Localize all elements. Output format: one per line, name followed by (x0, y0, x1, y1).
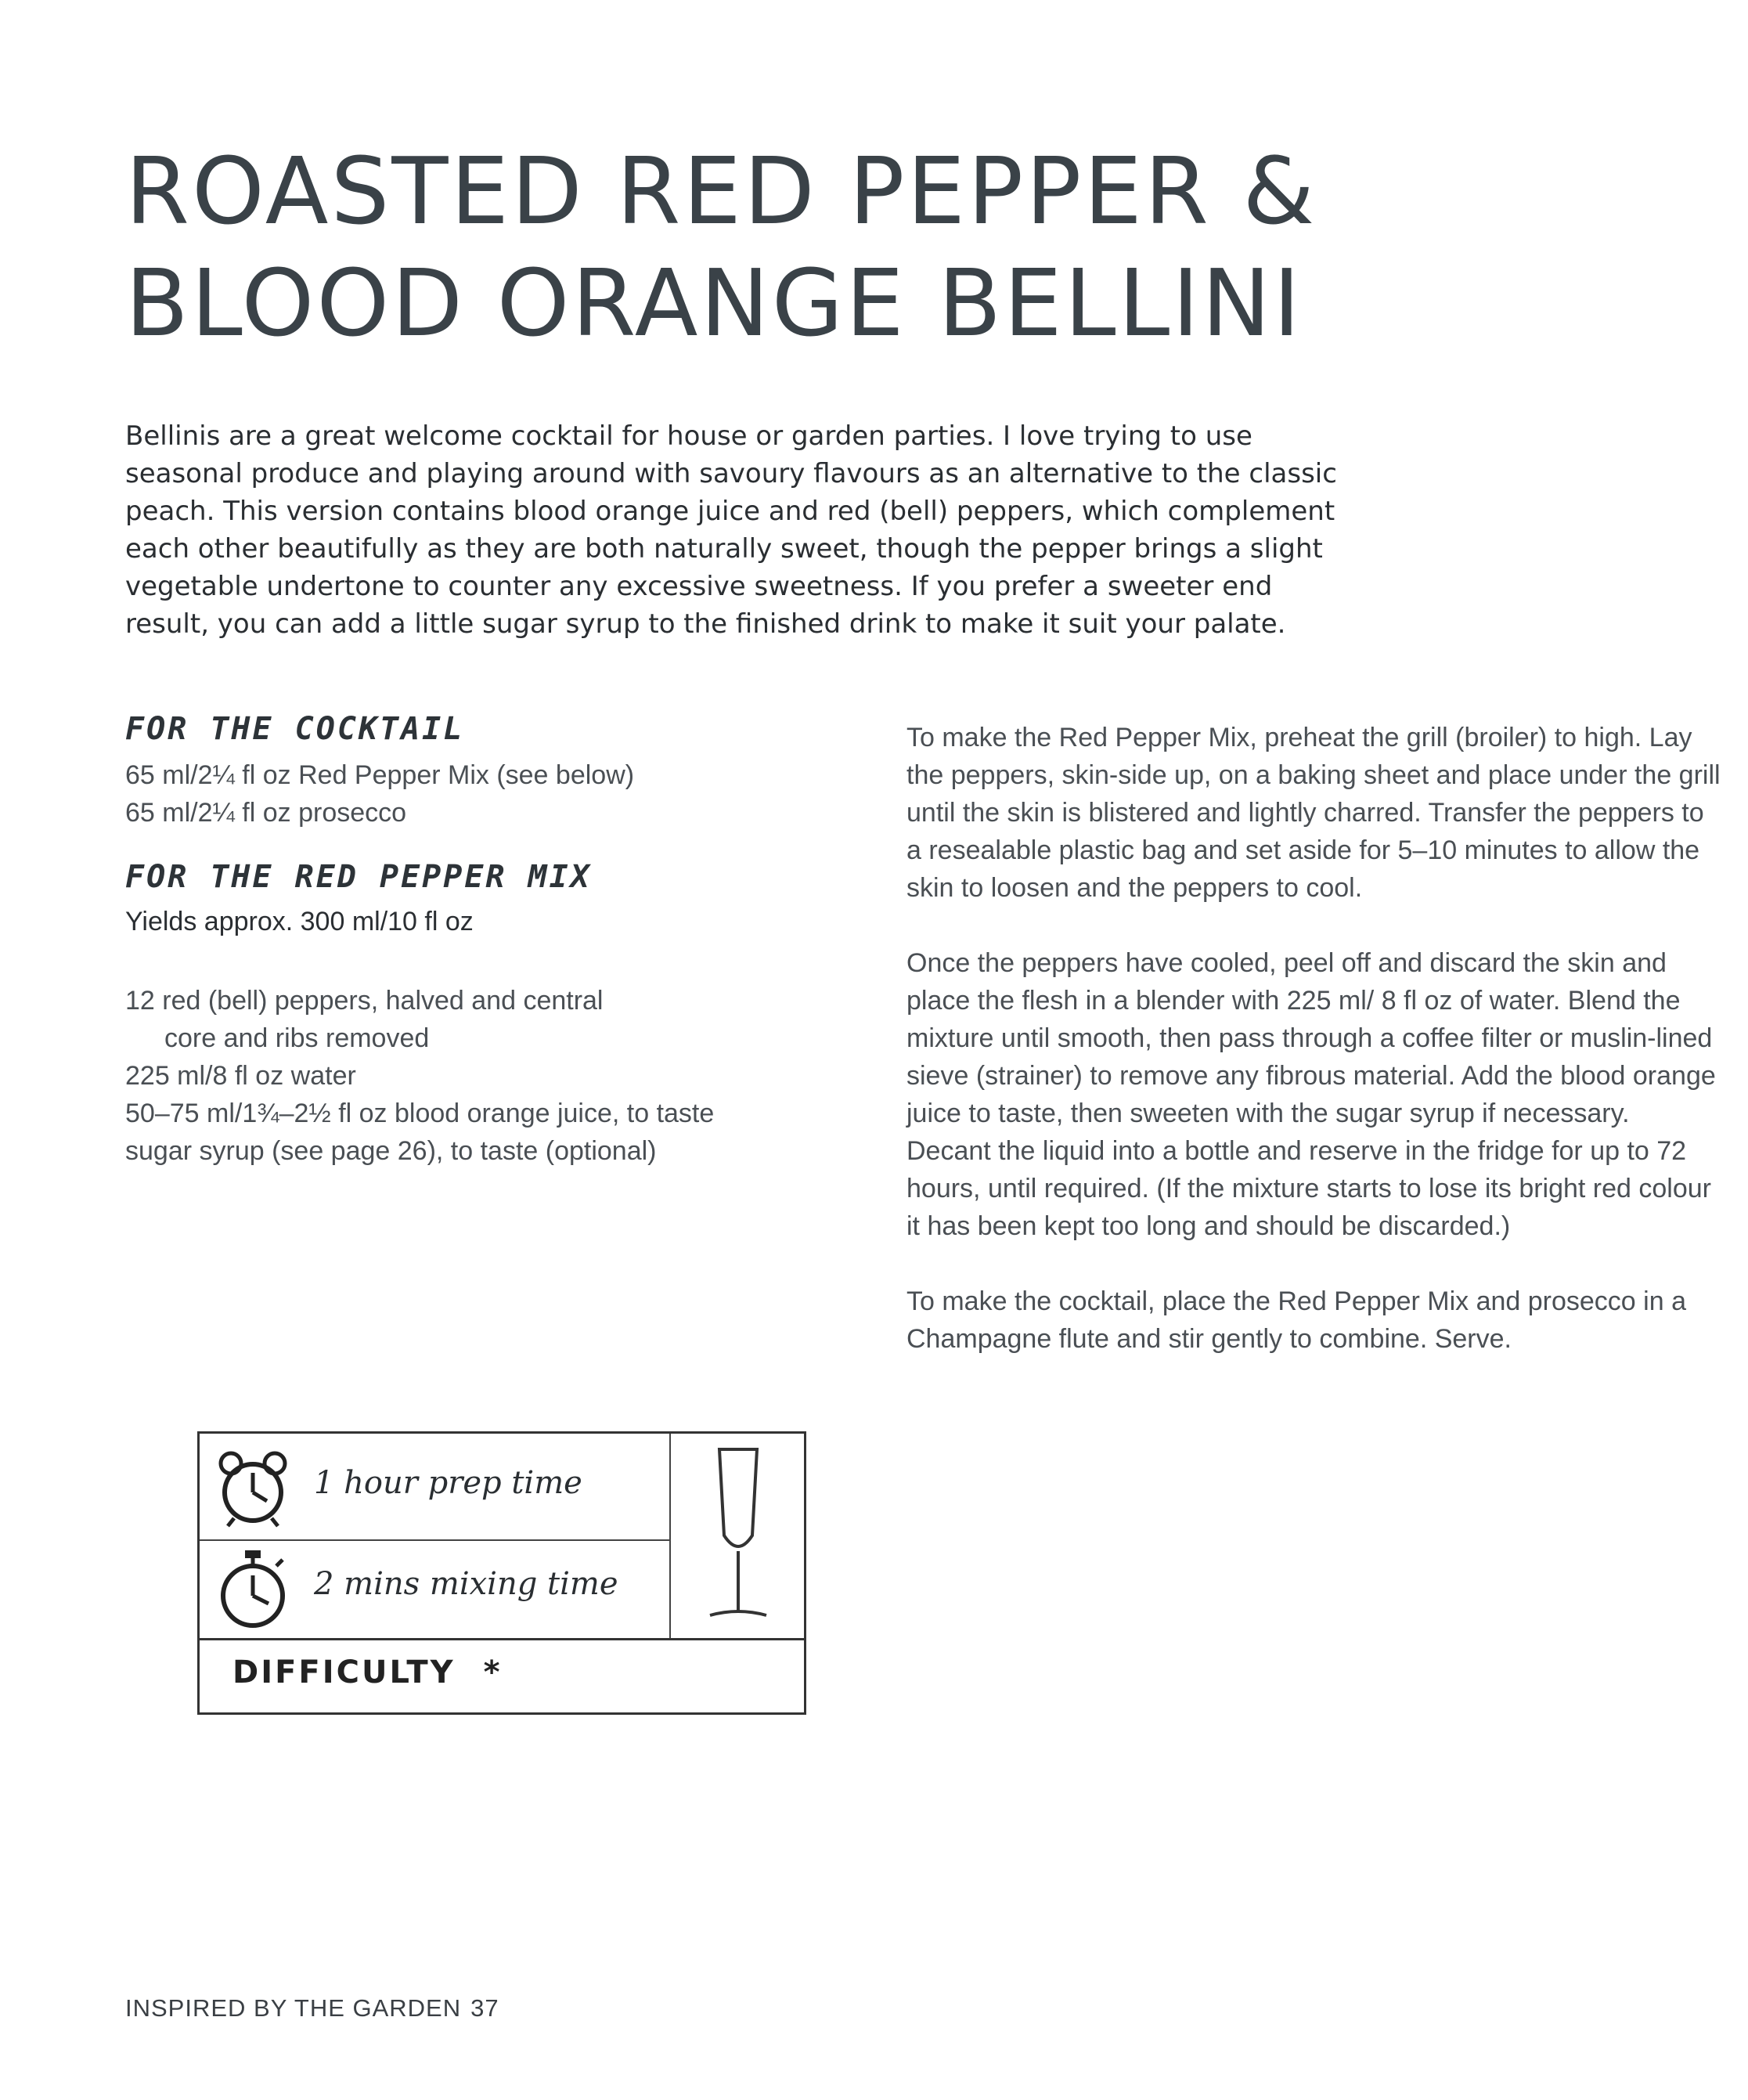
cocktail-ingredients (125, 756, 634, 832)
method-step: Once the peppers have cooled, peel off and discard the skin and place the flesh in a blender with 225 ml/ 8 fl oz of water. Blend the mixture until smooth, then pass through a coffee filter or muslin-lined sieve (strainer) to remove any fibrous material. Add the blood orange juice to taste, then sweeten with the sugar syrup if necessary. Decant the liquid into a bottle and reserve in the fridge for up to 72 hours, until required. (If the mixture starts to lose its bright red colour it has been kept too long and should be discarded.) (906, 948, 1716, 1241)
intro-paragraph: Bellinis are a great welcome cocktail for house or garden parties. I love trying to use seasonal produce and playing around with savoury flavours as an alternative to the classic peach. This version contains blood orange juice and red (bell) peppers, which complement each other beautifully as they are both naturally sweet, though the pepper brings a slight vegetable undertone to counter any excessive sweetness. If you prefer a sweeter end result, you can add a little sugar syrup to the finished drink to make it suit your palate. (125, 420, 1337, 640)
yields-text: Yields approx. 300 ml/10 fl oz (125, 907, 474, 936)
section-name: INSPIRED BY THE GARDEN (125, 1994, 462, 2022)
mixing-time-text: 2 mins mixing time (314, 1566, 618, 1602)
difficulty-rating: * (483, 1654, 503, 1690)
alarm-clock-icon (214, 1449, 292, 1528)
ingredient-line: sugar syrup (see page 26), to taste (optional) (125, 1136, 657, 1166)
method-step: To make the cocktail, place the Red Pepper Mix and prosecco in a Champagne flute and stir gently to combine. Serve. (906, 1286, 1686, 1354)
page-number: 37 (470, 1994, 499, 2022)
ingredient-line: 50–75 ml/1¾–2½ fl oz blood orange juice, to taste (125, 1099, 715, 1128)
stopwatch-icon (214, 1549, 292, 1630)
ingredient-line-continued: core and ribs removed (164, 1023, 430, 1053)
ingredient-line: 12 red (bell) peppers, halved and central (125, 986, 604, 1016)
prep-time-text: 1 hour prep time (314, 1465, 582, 1501)
page-footer (125, 1994, 499, 2022)
pepper-mix-ingredients (125, 982, 714, 1170)
glass-cell (669, 1434, 806, 1638)
mixing-time-row (200, 1539, 669, 1638)
method-step: To make the Red Pepper Mix, preheat the grill (broiler) to high. Lay the peppers, skin-side up, on a baking sheet and place under the grill until the skin is blistered and lightly charred. Transfer the peppers to a resealable plastic bag and set aside for 5–10 minutes to allow the skin to loosen and the peppers to cool. (906, 723, 1721, 903)
difficulty-label (232, 1654, 503, 1690)
prep-time-row (200, 1434, 669, 1541)
cocktail-heading: FOR THE COCKTAIL (125, 711, 465, 747)
pepper-mix-heading: FOR THE RED PEPPER MIX (125, 859, 592, 895)
ingredient-line: 65 ml/2¼ fl oz prosecco (125, 798, 407, 828)
difficulty-text: DIFFICULTY (232, 1654, 456, 1690)
page-title-line-2: BLOOD ORANGE BELLINI (125, 249, 1303, 357)
page-title-line-1: ROASTED RED PEPPER & (125, 137, 1317, 245)
ingredient-line: 65 ml/2¼ fl oz Red Pepper Mix (see below) (125, 760, 635, 790)
method-column (906, 719, 1721, 1395)
ingredient-line: 225 ml/8 fl oz water (125, 1061, 356, 1091)
recipe-info-box (197, 1431, 806, 1715)
champagne-flute-icon (671, 1434, 806, 1638)
difficulty-row (200, 1638, 804, 1715)
